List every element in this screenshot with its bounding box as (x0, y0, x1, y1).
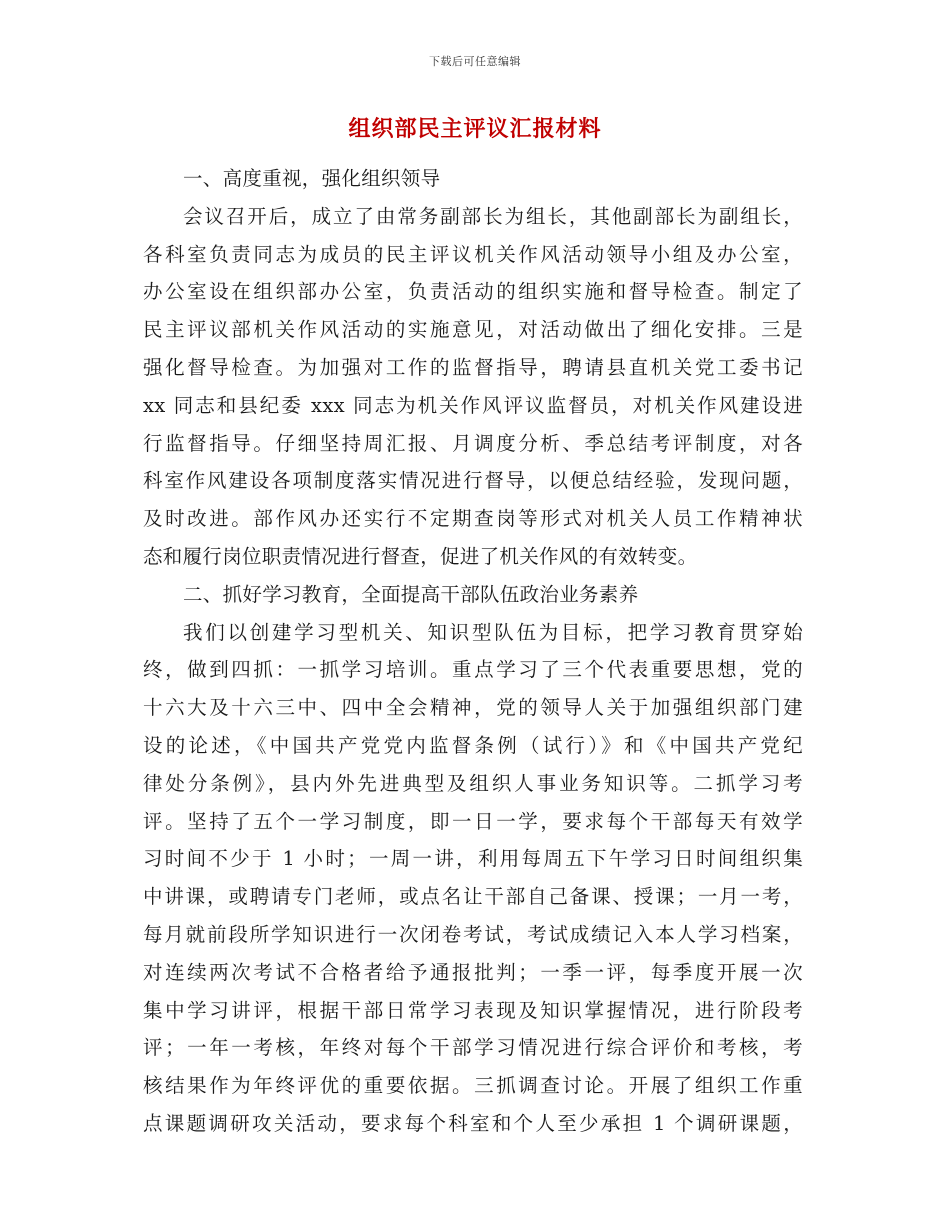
header-note: 下载后可任意编辑 (429, 55, 521, 68)
paragraph-line: xx 同志和县纪委 xxx 同志为机关作风评议监督员，对机关作风建设进 (143, 393, 803, 417)
paragraph-line: 及时改进。部作风办还实行不定期查岗等形式对机关人员工作精神状 (143, 507, 803, 531)
paragraph-line: 终，做到四抓：一抓学习培训。重点学习了三个代表重要思想，党的 (143, 658, 803, 682)
paragraph-line: 集中学习讲评，根据干部日常学习表现及知识掌握情况，进行阶段考 (143, 998, 803, 1022)
paragraph-line: 态和履行岗位职责情况进行督查，促进了机关作风的有效转变。 (143, 544, 698, 568)
paragraph-line: 会议召开后，成立了由常务副部长为组长，其他副部长为副组长， (183, 204, 803, 228)
paragraph-line: 办公室设在组织部办公室，负责活动的组织实施和督导检查。制定了 (143, 280, 803, 304)
paragraph-line: 各科室负责同志为成员的民主评议机关作风活动领导小组及办公室， (143, 242, 803, 266)
document-body (143, 160, 803, 1143)
paragraph-line: 十六大及十六三中、四中全会精神，党的领导人关于加强组织部门建 (143, 696, 803, 720)
paragraph-line: 点课题调研攻关活动，要求每个科室和个人至少承担 1 个调研课题， (143, 1111, 803, 1135)
paragraph-line: 核结果作为年终评优的重要依据。三抓调查讨论。开展了组织工作重 (143, 1074, 803, 1098)
paragraph-line: 民主评议部机关作风活动的实施意见，对活动做出了细化安排。三是 (143, 318, 803, 342)
section-heading: 二、抓好学习教育，全面提高干部队伍政治业务素养 (183, 582, 639, 606)
document-title: 组织部民主评议汇报材料 (348, 116, 602, 142)
paragraph-line: 每月就前段所学知识进行一次闭卷考试，考试成绩记入本人学习档案， (143, 922, 803, 946)
paragraph-line: 设的论述，《中国共产党党内监督条例（试行）》和《中国共产党纪 (143, 733, 803, 757)
paragraph-line: 我们以创建学习型机关、知识型队伍为目标，把学习教育贯穿始 (183, 620, 803, 644)
paragraph-line: 评。坚持了五个一学习制度，即一日一学，要求每个干部每天有效学 (143, 809, 803, 833)
section-heading: 一、高度重视，强化组织领导 (183, 167, 441, 190)
paragraph-line: 强化督导检查。为加强对工作的监督指导，聘请县直机关党工委书记 (143, 355, 803, 379)
paragraph-line: 评；一年一考核，年终对每个干部学习情况进行综合评价和考核，考 (143, 1036, 803, 1060)
paragraph-line: 习时间不少于 1 小时；一周一讲，利用每周五下午学习日时间组织集 (143, 847, 803, 871)
paragraph-line: 律处分条例》，县内外先进典型及组织人事业务知识等。二抓学习考 (143, 771, 803, 795)
paragraph-line: 科室作风建设各项制度落实情况进行督导，以便总结经验，发现问题， (143, 469, 803, 493)
paragraph-line: 对连续两次考试不合格者给予通报批判；一季一评，每季度开展一次 (143, 960, 803, 984)
paragraph-line: 行监督指导。仔细坚持周汇报、月调度分析、季总结考评制度，对各 (143, 431, 803, 455)
paragraph-line: 中讲课，或聘请专门老师，或点名让干部自己备课、授课；一月一考， (143, 885, 803, 909)
